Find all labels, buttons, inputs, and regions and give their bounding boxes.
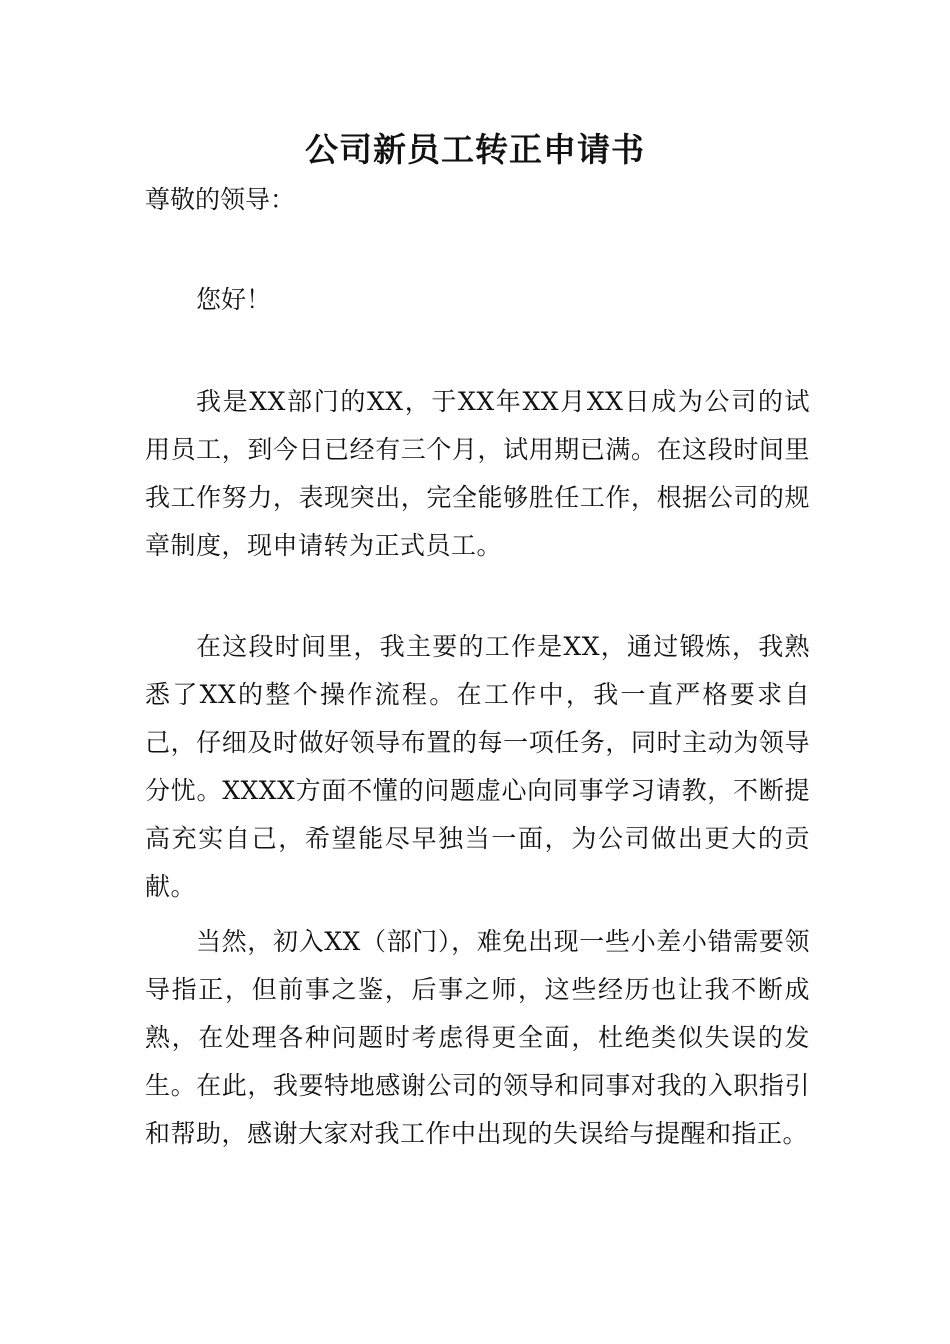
greeting: 您好！	[196, 285, 272, 314]
paragraph-probation-summary: 我是XX部门的XX，于XX年XX月XX日成为公司的试用员工，到今日已经有三个月，试用期已满。在这段时间里我工作努力，表现突出，完全能够胜任工作，根据公司的规章制度，现申请转为正式员工。	[145, 387, 810, 560]
document-title: 公司新员工转正申请书	[305, 130, 645, 169]
paragraph-work-description: 在这段时间里，我主要的工作是XX，通过锻炼，我熟悉了XX的整个操作流程。在工作中，我一直严格要求自己，仔细及时做好领导布置的每一项任务，同时主动为领导分忧。XXXX方面不懂的问题虚心向同事学习请教，不断提高充实自己，希望能尽早独当一面，为公司做出更大的贡献。	[145, 632, 810, 901]
salutation: 尊敬的领导：	[145, 185, 296, 214]
paragraph-thanks: 当然，初入XX（部门），难免出现一些小差小错需要领导指正，但前事之鉴，后事之师，这些经历也让我不断成熟，在处理各种问题时考虑得更全面，杜绝类似失误的发生。在此，我要特地感谢公司的领导和同事对我的入职指引和帮助，感谢大家对我工作中出现的失误给与提醒和指正。	[145, 927, 810, 1148]
